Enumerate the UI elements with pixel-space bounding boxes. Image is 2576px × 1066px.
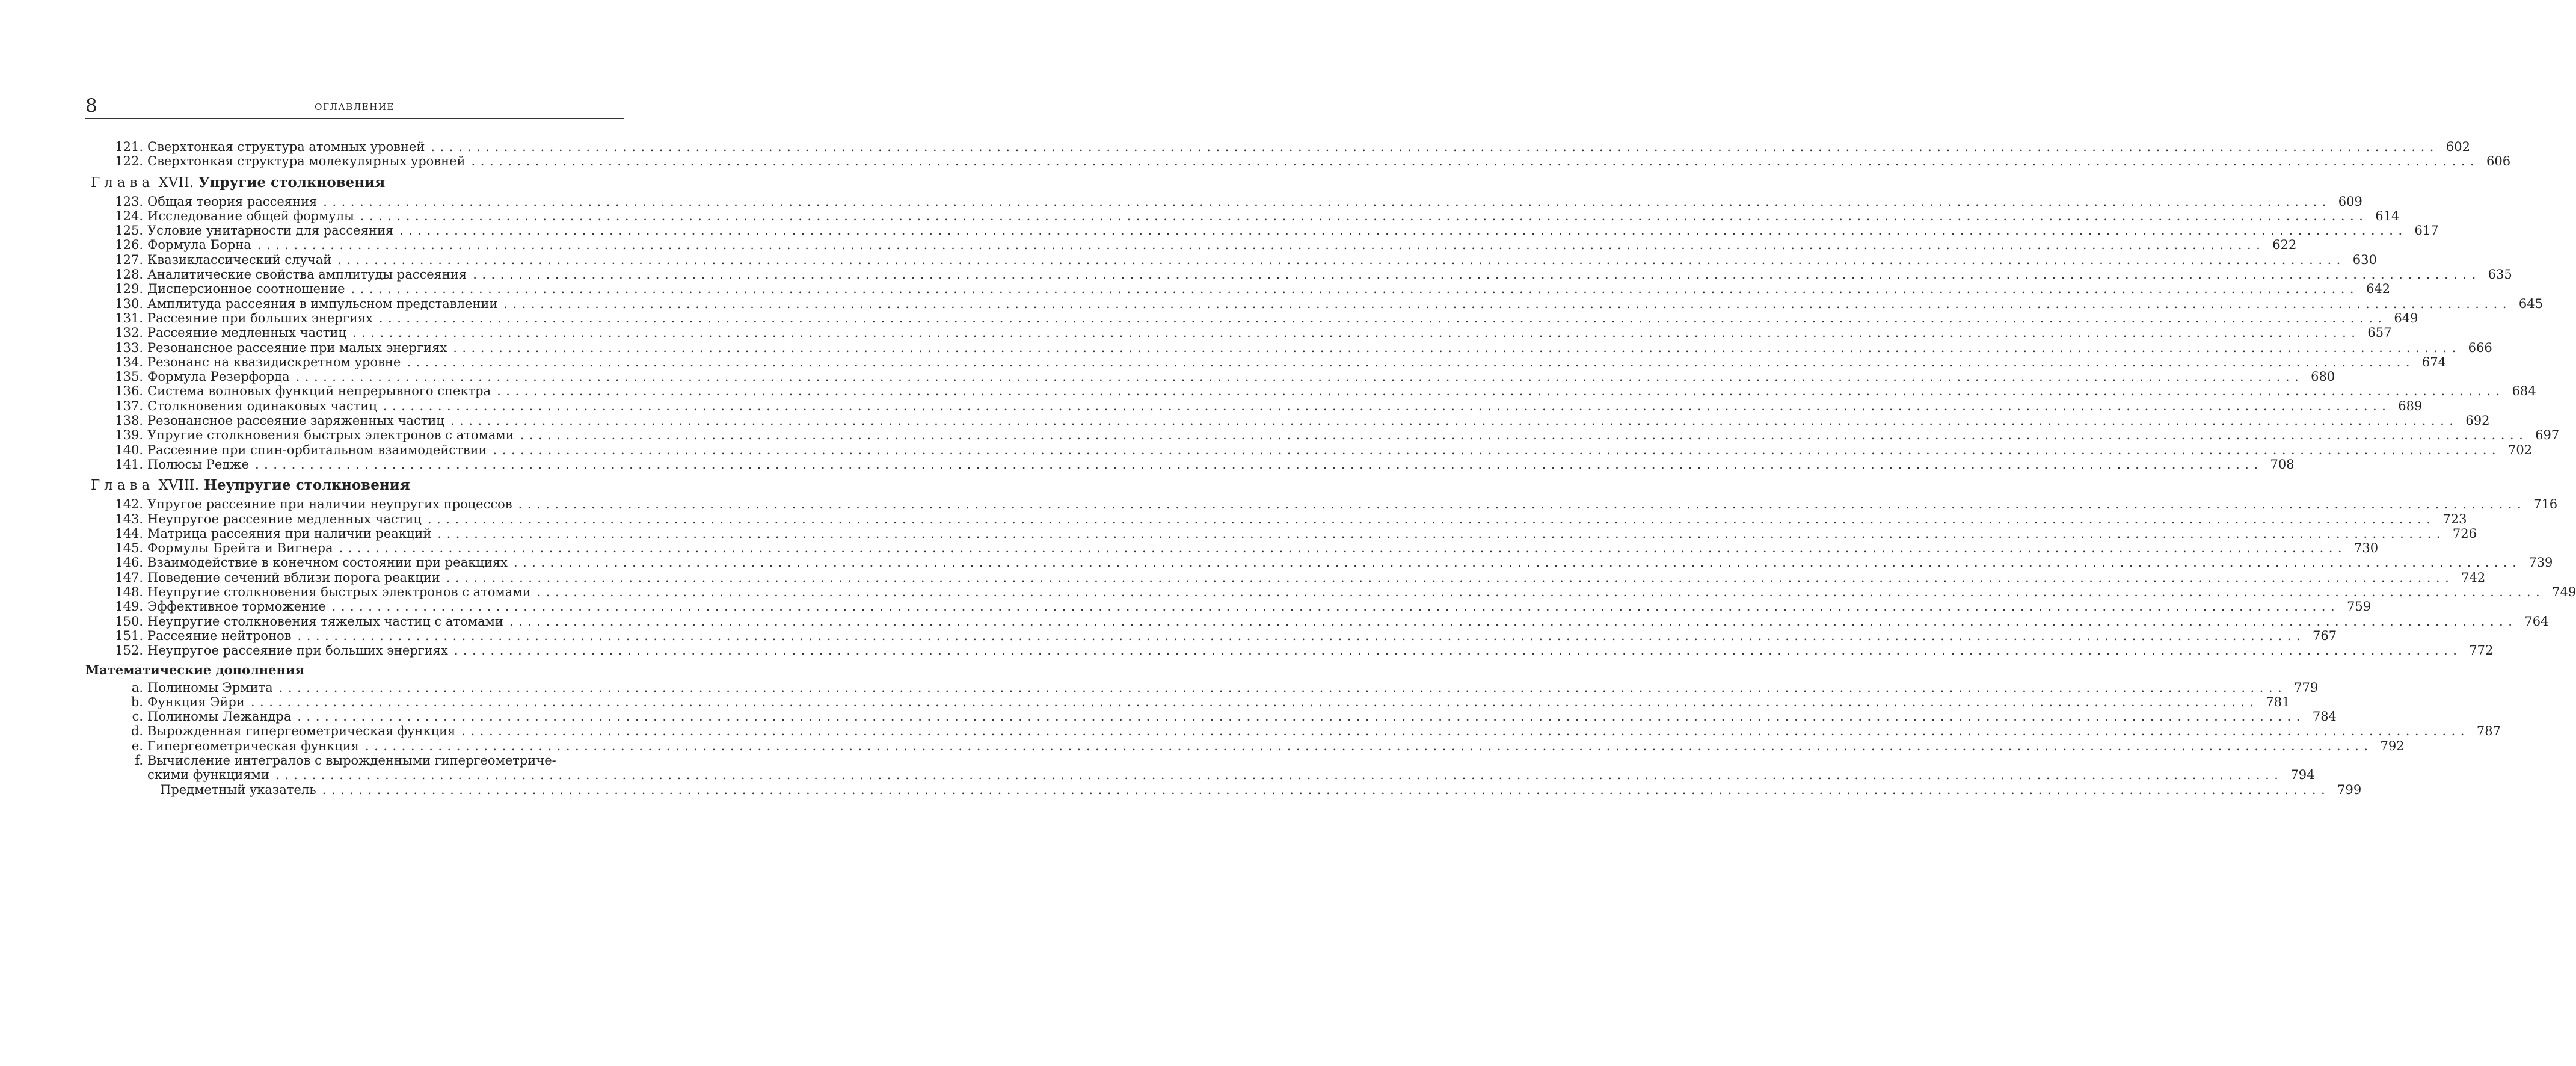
entry-number: 138. [115, 413, 143, 428]
chapter-number: XVIII. [158, 478, 200, 494]
toc-entry[interactable] [85, 599, 2372, 614]
entry-number: 151. [115, 628, 143, 643]
entry-number: 148. [115, 585, 143, 600]
toc-entry[interactable] [85, 709, 2337, 724]
entry-page: 614 [2375, 208, 2400, 223]
entry-number: 130. [115, 296, 143, 311]
chapter-title: Неупругие столкновения [204, 477, 410, 494]
entry-number: 146. [115, 555, 143, 570]
dot-leader: ............................................................................................................................................................................................................................ [509, 614, 2518, 629]
entry-page: 617 [2414, 223, 2439, 238]
entry-page: 635 [2488, 267, 2512, 282]
entry-page: 730 [2354, 541, 2379, 556]
entry-page: 642 [2366, 282, 2391, 297]
dot-leader: ............................................................................................................................................................................................................................ [378, 310, 2387, 325]
toc-entry[interactable] [85, 511, 2467, 526]
entry-title: Неупругое рассеяние при больших энергиях [147, 643, 448, 658]
entry-page: 697 [2535, 428, 2560, 443]
entry-title: Упругие столкновения быстрых электронов с атомами [147, 428, 514, 443]
entry-page: 794 [2290, 768, 2315, 783]
entry-number: 137. [115, 398, 143, 413]
dot-leader: ............................................................................................................................................................................................................................ [297, 709, 2305, 724]
entry-number: 122. [115, 154, 143, 169]
toc-entry[interactable] [85, 680, 2319, 695]
dot-leader: ............................................................................................................................................................................................................................ [399, 223, 2408, 238]
entry-page: 622 [2272, 238, 2297, 253]
toc-entry[interactable] [85, 497, 2558, 512]
toc-entry[interactable] [85, 384, 2536, 399]
toc-entry[interactable] [85, 457, 2295, 472]
entry-page: 684 [2512, 384, 2536, 399]
entry-number: a. [131, 680, 143, 695]
entry-page: 674 [2421, 354, 2446, 369]
entry-title: Рассеяние медленных частиц [147, 325, 346, 340]
entry-title: Общая теория рассеяния [147, 194, 318, 209]
entry-number: 145. [115, 541, 143, 556]
entry-title: Упругое рассеяние при наличии неупругих процессов [147, 497, 512, 512]
entry-title: Поведение сечений вблизи порога реакции [147, 570, 440, 585]
toc-entry[interactable] [85, 782, 2362, 797]
chapter-heading [85, 476, 624, 494]
entry-page: 784 [2312, 709, 2337, 724]
dot-leader: ............................................................................................................................................................................................................................ [339, 541, 2347, 556]
toc-entry[interactable] [85, 724, 2501, 739]
dot-leader: ............................................................................................................................................................................................................................ [427, 511, 2436, 526]
toc-entry[interactable] [85, 694, 2290, 709]
toc-entry[interactable] [85, 369, 2335, 384]
dot-leader: ............................................................................................................................................................................................................................ [351, 282, 2359, 297]
chapter-heading [85, 174, 624, 192]
entry-page: 742 [2461, 570, 2486, 585]
entry-number: 140. [115, 442, 143, 457]
entry-page: 606 [2486, 154, 2511, 169]
entry-title: Система волновых функций непрерывного спектра [147, 384, 491, 399]
page-number: 8 [85, 95, 97, 117]
dot-leader: ............................................................................................................................................................................................................................ [331, 599, 2340, 614]
entry-page: 609 [2338, 194, 2362, 209]
entry-title: Рассеяние при спин-орбитальном взаимодействии [147, 442, 487, 457]
entry-page: 666 [2468, 340, 2492, 355]
entry-number: 133. [115, 340, 143, 355]
entry-number: 149. [115, 599, 143, 614]
entry-page: 792 [2380, 738, 2405, 753]
entry-number: 131. [115, 310, 143, 325]
entry-number: f. [135, 753, 143, 768]
entry-number: 121. [115, 140, 143, 154]
entry-title: Неупругие столкновения тяжелых частиц с атомами [147, 614, 503, 629]
toc-entry[interactable] [85, 154, 2511, 169]
chapter-number: XVII. [158, 174, 194, 191]
entry-page: 779 [2294, 680, 2319, 695]
dot-leader: ............................................................................................................................................................................................................................ [513, 555, 2522, 570]
toc-entry[interactable] [85, 428, 2560, 443]
entry-page: 657 [2367, 325, 2392, 340]
entry-number: 124. [115, 208, 143, 223]
entry-page: 680 [2311, 369, 2335, 384]
toc-entry[interactable] [85, 252, 2377, 267]
toc-entry[interactable] [85, 140, 2470, 154]
dot-leader: ............................................................................................................................................................................................................................ [254, 457, 2263, 472]
toc-entry[interactable] [85, 238, 2297, 253]
dot-leader: ............................................................................................................................................................................................................................ [352, 325, 2361, 340]
dot-leader: ............................................................................................................................................................................................................................ [471, 154, 2480, 169]
entry-page: 749 [2552, 585, 2576, 600]
entry-title: Формулы Брейта и Вигнера [147, 541, 333, 556]
entry-title: Полиномы Лежандра [147, 709, 292, 724]
entry-number: 150. [115, 614, 143, 629]
entry-title: Предметный указатель [160, 782, 316, 797]
entry-title: Рассеяние при больших энергиях [147, 310, 373, 325]
toc-entry[interactable] [85, 194, 2362, 209]
entry-number: b. [131, 694, 143, 709]
entry-title: Условие унитарности для рассеяния [147, 223, 394, 238]
entry-title: Формула Резерфорда [147, 369, 290, 384]
dot-leader: ............................................................................................................................................................................................................................ [446, 570, 2455, 585]
entry-title: Аналитические свойства амплитуды рассеяния [147, 267, 467, 282]
dot-leader: ............................................................................................................................................................................................................................ [360, 208, 2369, 223]
entry-number: 129. [115, 282, 143, 297]
entry-title: Гипергеометрическая функция [147, 738, 359, 753]
appendix-heading: Математические дополнения [85, 662, 304, 677]
dot-leader: ............................................................................................................................................................................................................................ [453, 340, 2461, 355]
entry-page: 692 [2465, 413, 2490, 428]
dot-leader: ............................................................................................................................................................................................................................ [257, 238, 2266, 253]
entry-title: Дисперсионное соотношение [147, 282, 345, 297]
entry-title: Рассеяние нейтронов [147, 628, 292, 643]
entry-title: Вычисление интегралов с вырожденными гипергеометриче- [147, 753, 556, 768]
toc-entry[interactable] [85, 738, 2405, 753]
dot-leader: ............................................................................................................................................................................................................................ [536, 585, 2545, 600]
entry-page: 708 [2270, 457, 2295, 472]
entry-number: 128. [115, 267, 143, 282]
chapter-label: Глава [91, 478, 155, 494]
entry-title: Неупругое рассеяние медленных частиц [147, 511, 422, 526]
toc-entry[interactable] [85, 585, 2576, 600]
entry-page: 764 [2524, 614, 2549, 629]
entry-page: 739 [2528, 555, 2553, 570]
toc-entry[interactable] [85, 628, 2337, 643]
entry-page: 602 [2445, 140, 2470, 154]
entry-page: 759 [2347, 599, 2372, 614]
entry-page: 649 [2394, 310, 2418, 325]
entry-page: 726 [2452, 526, 2477, 541]
chapter-label: Глава [91, 174, 155, 191]
toc-entry[interactable] [85, 442, 2533, 457]
toc-entry[interactable] [85, 296, 2543, 311]
dot-leader: ............................................................................................................................................................................................................................ [453, 643, 2462, 658]
toc-entry[interactable] [85, 555, 2553, 570]
dot-leader: ............................................................................................................................................................................................................................ [520, 428, 2528, 443]
entry-page: 716 [2533, 497, 2558, 512]
entry-page: 767 [2313, 628, 2337, 643]
entry-title: Сверхтонкая структура атомных уровней [147, 140, 425, 154]
entry-title: Резонансное рассеяние заряженных частиц [147, 413, 444, 428]
entry-number: 144. [115, 526, 143, 541]
entry-number: 134. [115, 354, 143, 369]
entry-title: Функция Эйри [147, 694, 245, 709]
toc-entry[interactable] [85, 310, 2418, 325]
dot-leader: ............................................................................................................................................................................................................................ [407, 354, 2415, 369]
entry-page: 645 [2518, 296, 2543, 311]
entry-title: Эффективное торможение [147, 599, 326, 614]
toc-entry[interactable] [85, 768, 2315, 783]
entry-page: 799 [2337, 782, 2362, 797]
dot-leader: ............................................................................................................................................................................................................................ [383, 398, 2391, 413]
entry-title: скими функциями [147, 768, 269, 783]
dot-leader: ............................................................................................................................................................................................................................ [497, 384, 2505, 399]
toc-entry[interactable] [85, 526, 2477, 541]
entry-page: 702 [2508, 442, 2533, 457]
entry-page: 781 [2266, 694, 2290, 709]
entry-title: Вырожденная гипергеометрическая функция [147, 724, 456, 739]
dot-leader: ............................................................................................................................................................................................................................ [518, 497, 2527, 512]
entry-title: Столкновения одинаковых частиц [147, 398, 377, 413]
entry-number: 136. [115, 384, 143, 399]
entry-page: 689 [2398, 398, 2423, 413]
dot-leader: ............................................................................................................................................................................................................................ [431, 140, 2439, 154]
entry-number: 126. [115, 238, 143, 253]
dot-leader: ............................................................................................................................................................................................................................ [473, 267, 2481, 282]
dot-leader: ............................................................................................................................................................................................................................ [461, 724, 2470, 739]
entry-title: Амплитуда рассеяния в импульсном представлении [147, 296, 498, 311]
entry-title: Полиномы Эрмита [147, 680, 273, 695]
dot-leader: ............................................................................................................................................................................................................................ [493, 442, 2501, 457]
dot-leader: ............................................................................................................................................................................................................................ [250, 694, 2259, 709]
dot-leader: ............................................................................................................................................................................................................................ [337, 252, 2346, 267]
table-of-contents [85, 140, 2576, 797]
entry-page: 630 [2352, 252, 2377, 267]
entry-number: c. [132, 709, 143, 724]
dot-leader: ............................................................................................................................................................................................................................ [503, 296, 2512, 311]
toc-entry[interactable] [85, 325, 2392, 340]
dot-leader: ............................................................................................................................................................................................................................ [278, 680, 2287, 695]
running-header [85, 96, 624, 119]
entry-number: 142. [115, 497, 143, 512]
entry-page: 723 [2442, 511, 2467, 526]
toc-entry[interactable] [85, 223, 2439, 238]
entry-page: 772 [2469, 643, 2494, 658]
toc-entry[interactable] [85, 753, 624, 768]
dot-leader: ............................................................................................................................................................................................................................ [295, 369, 2304, 384]
toc-entry[interactable] [85, 541, 2379, 556]
entry-number: 152. [115, 643, 143, 658]
dot-leader: ............................................................................................................................................................................................................................ [437, 526, 2445, 541]
toc-entry[interactable] [85, 614, 2549, 629]
entry-number: e. [131, 738, 143, 753]
dot-leader: ............................................................................................................................................................................................................................ [323, 194, 2331, 209]
entry-title: Матрица рассеяния при наличии реакций [147, 526, 432, 541]
entry-number: 141. [115, 457, 143, 472]
toc-entry[interactable] [85, 413, 2490, 428]
running-title: ОГЛАВЛЕНИЕ [315, 102, 395, 112]
entry-number: 132. [115, 325, 143, 340]
entry-title: Взаимодействие в конечном состоянии при реакциях [147, 555, 508, 570]
chapter-title: Упругие столкновения [198, 174, 386, 191]
entry-title: Исследование общей формулы [147, 208, 354, 223]
entry-title: Полюсы Редже [147, 457, 249, 472]
dot-leader: ............................................................................................................................................................................................................................ [450, 413, 2459, 428]
entry-number: 147. [115, 570, 143, 585]
entry-title: Неупругие столкновения быстрых электронов с атомами [147, 585, 531, 600]
entry-title: Квазиклассический случай [147, 252, 332, 267]
dot-leader: ............................................................................................................................................................................................................................ [297, 628, 2306, 643]
toc-entry[interactable] [85, 643, 2494, 658]
entry-number: d. [131, 724, 143, 739]
entry-number: 135. [115, 369, 143, 384]
entry-number: 127. [115, 252, 143, 267]
entry-page: 787 [2476, 724, 2501, 739]
toc-entry[interactable] [85, 354, 2446, 369]
dot-leader: ............................................................................................................................................................................................................................ [364, 738, 2373, 753]
entry-number: 139. [115, 428, 143, 443]
entry-title: Резонансное рассеяние при малых энергиях [147, 340, 447, 355]
entry-title: Формула Борна [147, 238, 251, 253]
toc-entry[interactable] [85, 282, 2391, 297]
entry-number: 143. [115, 511, 143, 526]
entry-number: 125. [115, 223, 143, 238]
entry-title: Резонанс на квазидискретном уровне [147, 354, 401, 369]
dot-leader: ............................................................................................................................................................................................................................ [322, 782, 2331, 797]
toc-entry[interactable] [85, 398, 2423, 413]
entry-number: 123. [115, 194, 143, 209]
toc-entry[interactable] [85, 340, 2492, 355]
toc-entry[interactable] [85, 267, 2512, 282]
dot-leader: ............................................................................................................................................................................................................................ [275, 768, 2284, 783]
entry-title: Сверхтонкая структура молекулярных уровней [147, 154, 466, 169]
toc-entry[interactable] [85, 208, 2400, 223]
toc-entry[interactable] [85, 570, 2486, 585]
